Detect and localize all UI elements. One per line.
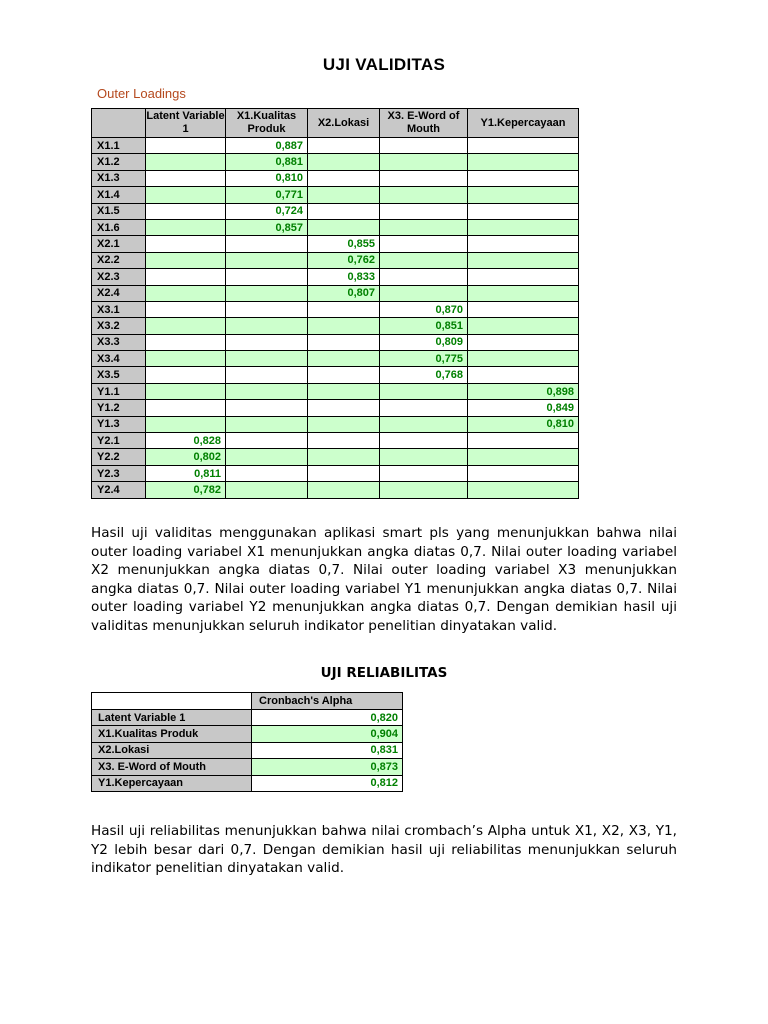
reliability-header-row: [92, 693, 403, 710]
table-row: [92, 318, 579, 334]
row-label: X3.1: [92, 301, 146, 317]
loading-cell: [468, 203, 579, 219]
variable-label: X2.Lokasi: [92, 742, 252, 758]
loading-cell: [226, 301, 308, 317]
row-label: X3.5: [92, 367, 146, 383]
loading-cell: [146, 318, 226, 334]
row-label: Y2.1: [92, 433, 146, 449]
table-row: [92, 367, 579, 383]
header-cell: X3. E-Word of Mouth: [380, 109, 468, 138]
loading-cell: [380, 170, 468, 186]
table-row: [92, 742, 403, 758]
loading-cell: [468, 367, 579, 383]
validity-paragraph: Hasil uji validitas menggunakan aplikasi smart pls yang menunjukkan bahwa nilai outer loading variabel X1 menunjukkan angka diatas 0,7. Nilai outer loading variabel X2 menunjukkan angka diatas 0,7. Nilai outer loading variabel X3 menunjukkan angka diatas 0,7. Nilai outer loading variabel Y1 menunjukkan angka diatas 0,7. Nilai outer loading variabel Y2 menunjukkan angka diatas 0,7. Dengan demikian hasil uji validitas menunjukkan seluruh indikator penelitian dinyatakan valid.: [91, 525, 677, 634]
loading-cell: [380, 252, 468, 268]
row-label: X3.3: [92, 334, 146, 350]
table-row: [92, 236, 579, 252]
loading-cell: [226, 416, 308, 432]
loading-cell: 0,857: [226, 219, 308, 235]
row-label: X1.5: [92, 203, 146, 219]
loading-cell: [308, 433, 380, 449]
loading-cell: [380, 465, 468, 481]
header-cell: Latent Variable 1: [146, 109, 226, 138]
loading-cell: [468, 482, 579, 498]
table-row: [92, 726, 403, 742]
outer-loadings-table: [91, 108, 579, 499]
loading-cell: [308, 170, 380, 186]
loading-cell: [380, 433, 468, 449]
variable-label: Y1.Kepercayaan: [92, 775, 252, 791]
loading-cell: [380, 203, 468, 219]
alpha-value: 0,831: [252, 742, 403, 758]
table-row: [92, 187, 579, 203]
loading-cell: 0,809: [380, 334, 468, 350]
header-cell-empty: [92, 693, 252, 710]
variable-label: X1.Kualitas Produk: [92, 726, 252, 742]
loading-cell: [308, 219, 380, 235]
loading-cell: [308, 301, 380, 317]
row-label: X1.2: [92, 154, 146, 170]
loading-cell: [308, 334, 380, 350]
loading-cell: [468, 219, 579, 235]
loading-cell: [380, 482, 468, 498]
loading-cell: 0,881: [226, 154, 308, 170]
loading-cell: [468, 433, 579, 449]
table-row: [92, 269, 579, 285]
loading-cell: [226, 482, 308, 498]
loading-cell: [226, 449, 308, 465]
loading-cell: [226, 269, 308, 285]
loading-cell: [146, 219, 226, 235]
loading-cell: [380, 138, 468, 154]
table-row: [92, 465, 579, 481]
loading-cell: 0,775: [380, 351, 468, 367]
loading-cell: [308, 383, 380, 399]
loading-cell: [146, 334, 226, 350]
loading-cell: [308, 318, 380, 334]
loading-cell: [146, 187, 226, 203]
loading-cell: [146, 236, 226, 252]
loading-cell: 0,762: [308, 252, 380, 268]
row-label: Y2.2: [92, 449, 146, 465]
loading-cell: [146, 383, 226, 399]
loading-cell: 0,898: [468, 383, 579, 399]
table-row: [92, 301, 579, 317]
reliability-table: [91, 692, 403, 792]
row-label: X3.4: [92, 351, 146, 367]
table-row: [92, 334, 579, 350]
loading-cell: [468, 138, 579, 154]
loading-cell: [226, 383, 308, 399]
loading-cell: [146, 285, 226, 301]
table-row: [92, 433, 579, 449]
table-row: [92, 351, 579, 367]
row-label: X2.2: [92, 252, 146, 268]
loading-cell: [380, 383, 468, 399]
loading-cell: [468, 301, 579, 317]
header-cell: Y1.Kepercayaan: [468, 109, 579, 138]
loading-cell: [146, 154, 226, 170]
loading-cell: [146, 138, 226, 154]
row-label: Y2.4: [92, 482, 146, 498]
loading-cell: [226, 433, 308, 449]
loading-cell: [468, 269, 579, 285]
loading-cell: 0,724: [226, 203, 308, 219]
loading-cell: 0,810: [468, 416, 579, 432]
header-cell: Cronbach's Alpha: [252, 693, 403, 710]
loading-cell: [380, 400, 468, 416]
loading-cell: [468, 351, 579, 367]
loading-cell: [226, 351, 308, 367]
loading-cell: 0,771: [226, 187, 308, 203]
loading-cell: [468, 334, 579, 350]
loading-cell: [226, 252, 308, 268]
loading-cell: 0,810: [226, 170, 308, 186]
loading-cell: [308, 465, 380, 481]
loading-cell: 0,807: [308, 285, 380, 301]
alpha-value: 0,820: [252, 710, 403, 726]
loading-cell: 0,802: [146, 449, 226, 465]
reliability-title: UJI RELIABILITAS: [320, 665, 448, 681]
table-row: [92, 170, 579, 186]
loading-cell: 0,782: [146, 482, 226, 498]
loading-cell: [226, 285, 308, 301]
table-row: [92, 482, 579, 498]
loading-cell: [468, 236, 579, 252]
loading-cell: [380, 416, 468, 432]
loading-cell: [308, 154, 380, 170]
loading-cell: [380, 187, 468, 203]
table-row: [92, 400, 579, 416]
loading-cell: [226, 400, 308, 416]
row-label: Y2.3: [92, 465, 146, 481]
loading-cell: [146, 367, 226, 383]
table-row: [92, 383, 579, 399]
alpha-value: 0,812: [252, 775, 403, 791]
table-row: [92, 252, 579, 268]
loading-cell: [146, 170, 226, 186]
table-row: [92, 416, 579, 432]
loading-cell: [308, 367, 380, 383]
row-label: X2.1: [92, 236, 146, 252]
loading-cell: [146, 269, 226, 285]
loading-cell: 0,768: [380, 367, 468, 383]
loading-cell: [380, 285, 468, 301]
table-row: [92, 154, 579, 170]
row-label: X2.3: [92, 269, 146, 285]
row-label: Y1.1: [92, 383, 146, 399]
loading-cell: 0,851: [380, 318, 468, 334]
table-row: [92, 759, 403, 775]
loading-cell: [308, 203, 380, 219]
table-row: [92, 203, 579, 219]
loading-cell: [308, 351, 380, 367]
variable-label: X3. E-Word of Mouth: [92, 759, 252, 775]
loading-cell: [308, 400, 380, 416]
header-cell: X2.Lokasi: [308, 109, 380, 138]
table-row: [92, 219, 579, 235]
variable-label: Latent Variable 1: [92, 710, 252, 726]
loading-cell: 0,870: [380, 301, 468, 317]
row-label: Y1.2: [92, 400, 146, 416]
loading-cell: [146, 416, 226, 432]
loading-cell: [226, 367, 308, 383]
loading-cell: [226, 465, 308, 481]
row-label: Y1.3: [92, 416, 146, 432]
loading-cell: 0,855: [308, 236, 380, 252]
loading-cell: [468, 154, 579, 170]
loading-cell: [468, 170, 579, 186]
reliability-paragraph: Hasil uji reliabilitas menunjukkan bahwa nilai crombach’s Alpha untuk X1, X2, X3, Y1, Y2 lebih besar dari 0,7. Dengan demikian hasil uji reliabilitas menunjukkan seluruh indikator penelitian dinyatakan valid.: [91, 823, 677, 877]
row-label: X2.4: [92, 285, 146, 301]
loading-cell: [226, 236, 308, 252]
row-label: X1.4: [92, 187, 146, 203]
loading-cell: [146, 203, 226, 219]
header-cell: X1.Kualitas Produk: [226, 109, 308, 138]
loading-cell: [308, 482, 380, 498]
table-row: [92, 138, 579, 154]
loading-cell: [468, 187, 579, 203]
table-row: [92, 775, 403, 791]
loading-cell: [308, 187, 380, 203]
row-label: X1.3: [92, 170, 146, 186]
loading-cell: [146, 301, 226, 317]
row-label: X1.1: [92, 138, 146, 154]
loading-cell: 0,849: [468, 400, 579, 416]
loading-cell: [468, 318, 579, 334]
loading-cell: [380, 219, 468, 235]
row-label: X1.6: [92, 219, 146, 235]
loading-cell: 0,828: [146, 433, 226, 449]
loading-cell: [468, 449, 579, 465]
table-row: [92, 285, 579, 301]
header-cell: [92, 109, 146, 138]
row-label: X3.2: [92, 318, 146, 334]
loading-cell: [226, 318, 308, 334]
page-title: UJI VALIDITAS: [322, 55, 446, 74]
alpha-value: 0,873: [252, 759, 403, 775]
loading-cell: 0,887: [226, 138, 308, 154]
loading-cell: [468, 252, 579, 268]
loading-cell: [308, 416, 380, 432]
loading-cell: [308, 138, 380, 154]
table-row: [92, 449, 579, 465]
table-row: [92, 710, 403, 726]
loading-cell: [146, 351, 226, 367]
loading-cell: 0,811: [146, 465, 226, 481]
loading-cell: 0,833: [308, 269, 380, 285]
loading-cell: [226, 334, 308, 350]
loading-cell: [146, 252, 226, 268]
loading-cell: [380, 449, 468, 465]
loading-cell: [308, 449, 380, 465]
alpha-value: 0,904: [252, 726, 403, 742]
loading-cell: [468, 465, 579, 481]
loading-cell: [146, 400, 226, 416]
outer-loadings-label: Outer Loadings: [97, 86, 186, 101]
loading-cell: [468, 285, 579, 301]
loading-cell: [380, 269, 468, 285]
loading-cell: [380, 154, 468, 170]
loading-cell: [380, 236, 468, 252]
outer-loadings-header-row: [92, 109, 579, 138]
